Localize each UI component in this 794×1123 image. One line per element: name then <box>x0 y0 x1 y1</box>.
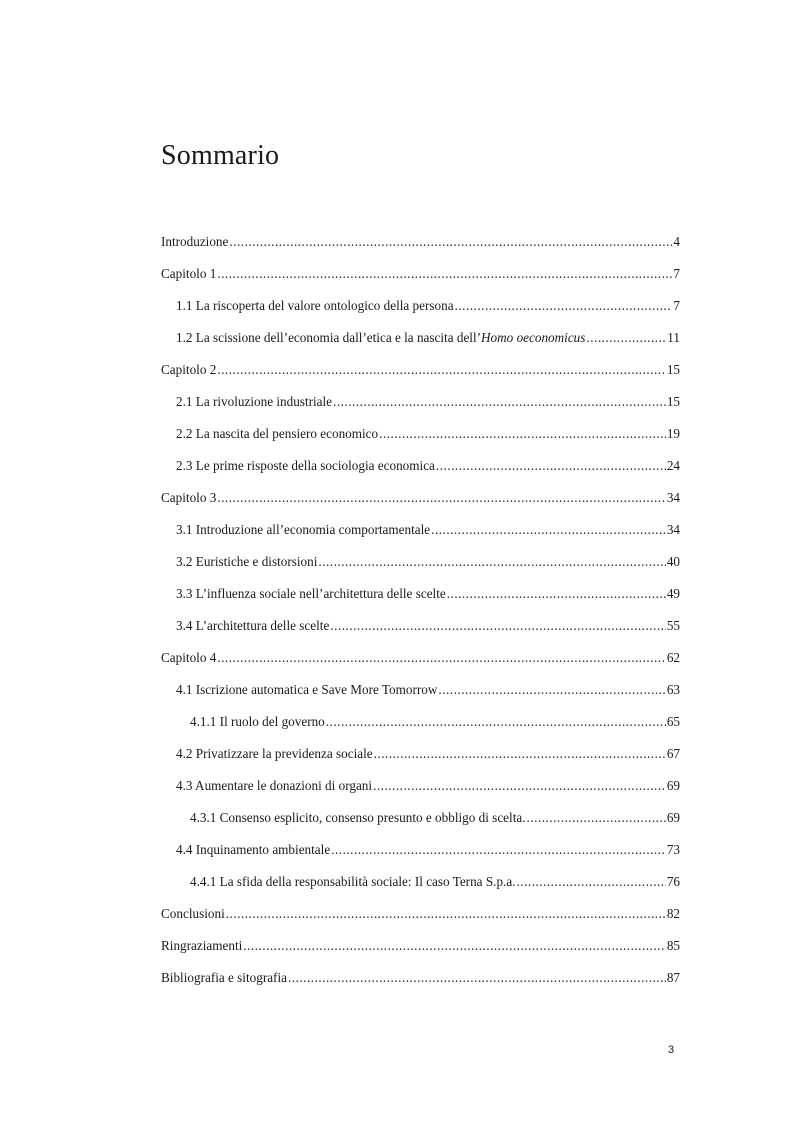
toc-entry-label: 4.3.1 Consenso esplicito, consenso presunto e obbligo di scelta. <box>190 810 526 825</box>
toc-page-number: 34 <box>666 490 680 505</box>
toc-entry-label: Ringraziamenti <box>161 938 243 953</box>
toc-leader-dots <box>436 456 666 476</box>
toc-entry-label: 3.2 Euristiche e distorsioni <box>176 554 318 569</box>
toc-entry-label: 2.1 La rivoluzione industriale <box>176 394 333 409</box>
toc-entry-label: Capitolo 4 <box>161 650 217 665</box>
toc-entry-label: 4.1 Iscrizione automatica e Save More Tomorrow <box>176 682 438 697</box>
page-number: 3 <box>668 1044 675 1056</box>
toc-entry-label: Introduzione <box>161 234 229 249</box>
toc-entry-2-3[interactable] <box>161 456 680 488</box>
toc-leader-dots <box>447 584 666 604</box>
toc-page-number: 85 <box>666 938 680 953</box>
toc-page-number: 69 <box>666 778 680 793</box>
toc-leader-dots <box>326 712 666 732</box>
toc-page-number: 76 <box>666 874 680 889</box>
toc-page-number: 69 <box>666 810 680 825</box>
toc-entry-capitolo-2[interactable] <box>161 360 680 392</box>
toc-entry-label: 4.1.1 Il ruolo del governo <box>190 714 325 729</box>
toc-entry-label: Capitolo 1 <box>161 266 217 281</box>
toc-entry-label: 3.3 L’influenza sociale nell’architettura delle scelte <box>176 586 446 601</box>
toc-entry-4-3[interactable] <box>161 776 680 808</box>
toc-entry-introduzione[interactable] <box>161 232 680 264</box>
toc-leader-dots <box>217 648 665 668</box>
toc-entry-1-2[interactable] <box>161 328 680 360</box>
toc-entry-label: Bibliografia e sitografia <box>161 970 287 985</box>
toc-entry-label: 4.2 Privatizzare la previdenza sociale <box>176 746 373 761</box>
toc-leader-dots <box>455 296 673 316</box>
toc-leader-dots <box>229 232 672 252</box>
toc-leader-dots <box>374 744 666 764</box>
toc-page-number: 40 <box>666 554 680 569</box>
toc-entry-conclusioni[interactable] <box>161 904 680 936</box>
toc-page-number: 7 <box>673 266 680 281</box>
toc-entry-ringraziamenti[interactable] <box>161 936 680 968</box>
toc-leader-dots <box>217 264 672 284</box>
toc-entry-label: 3.1 Introduzione all’economia comportamentale <box>176 522 431 537</box>
toc-leader-dots <box>330 616 666 636</box>
toc-page-number: 11 <box>667 330 680 345</box>
toc-leader-dots <box>379 424 666 444</box>
toc-leader-dots <box>586 328 666 348</box>
toc-entry-4-1-1[interactable] <box>161 712 680 744</box>
toc-page-number: 73 <box>666 842 680 857</box>
toc-entry-3-4[interactable] <box>161 616 680 648</box>
toc-entry-label: 4.4 Inquinamento ambientale <box>176 842 331 857</box>
toc-leader-dots <box>288 968 666 988</box>
toc-entry-3-3[interactable] <box>161 584 680 616</box>
toc-entry-capitolo-4[interactable] <box>161 648 680 680</box>
toc-page-number: 55 <box>666 618 680 633</box>
toc-page-number: 34 <box>666 522 680 537</box>
toc-entry-label <box>176 328 585 348</box>
toc-entry-4-4[interactable] <box>161 840 680 872</box>
toc-entry-label: Capitolo 2 <box>161 362 217 377</box>
toc-leader-dots <box>517 872 666 892</box>
toc-leader-dots <box>243 936 666 956</box>
toc-entry-label: 4.4.1 La sfida della responsabilità sociale: Il caso Terna S.p.a. <box>190 874 516 889</box>
toc-entry-label-roman: 1.2 La scissione dell’economia dall’etica e la nascita dell’ <box>176 330 482 345</box>
toc-page-number: 67 <box>666 746 680 761</box>
toc-page-number: 24 <box>666 458 680 473</box>
toc-leader-dots <box>527 808 666 828</box>
toc-page-number: 65 <box>666 714 680 729</box>
toc-page-number: 62 <box>666 650 680 665</box>
toc-entry-3-2[interactable] <box>161 552 680 584</box>
toc-entry-4-4-1[interactable] <box>161 872 680 904</box>
toc-page-number: 15 <box>666 362 680 377</box>
toc-leader-dots <box>333 392 666 412</box>
toc-entry-1-1[interactable] <box>161 296 680 328</box>
toc-leader-dots <box>217 488 665 508</box>
toc-leader-dots <box>438 680 665 700</box>
page-title: Sommario <box>161 140 280 171</box>
toc-entry-label: 3.4 L’architettura delle scelte <box>176 618 330 633</box>
toc-leader-dots <box>331 840 666 860</box>
toc-entry-capitolo-1[interactable] <box>161 264 680 296</box>
toc-entry-label-italic: Homo oeconomicus <box>481 330 586 345</box>
toc-page-number: 63 <box>666 682 680 697</box>
toc-leader-dots <box>217 360 665 380</box>
toc-leader-dots <box>373 776 666 796</box>
toc-entry-4-1[interactable] <box>161 680 680 712</box>
toc-entry-bibliografia[interactable] <box>161 968 680 1000</box>
toc-entry-4-2[interactable] <box>161 744 680 776</box>
toc-entry-2-2[interactable] <box>161 424 680 456</box>
toc-leader-dots <box>226 904 666 924</box>
toc-entry-label: 1.1 La riscoperta del valore ontologico della persona <box>176 298 454 313</box>
toc-entry-label: 4.3 Aumentare le donazioni di organi <box>176 778 373 793</box>
toc-page-number: 87 <box>666 970 680 985</box>
toc-page-number: 49 <box>666 586 680 601</box>
toc-page-number: 7 <box>673 298 680 313</box>
toc-entry-4-3-1[interactable] <box>161 808 680 840</box>
toc-leader-dots <box>318 552 665 572</box>
toc-entry-label: Conclusioni <box>161 906 225 921</box>
toc-entry-capitolo-3[interactable] <box>161 488 680 520</box>
toc-page-number: 19 <box>666 426 680 441</box>
toc-page-number: 4 <box>673 234 680 249</box>
toc-entry-label: 2.2 La nascita del pensiero economico <box>176 426 379 441</box>
toc-leader-dots <box>431 520 666 540</box>
table-of-contents <box>161 232 680 1000</box>
toc-entry-3-1[interactable] <box>161 520 680 552</box>
toc-page-number: 82 <box>666 906 680 921</box>
toc-entry-label: 2.3 Le prime risposte della sociologia economica <box>176 458 435 473</box>
toc-entry-2-1[interactable] <box>161 392 680 424</box>
toc-page-number: 15 <box>666 394 680 409</box>
toc-entry-label: Capitolo 3 <box>161 490 217 505</box>
